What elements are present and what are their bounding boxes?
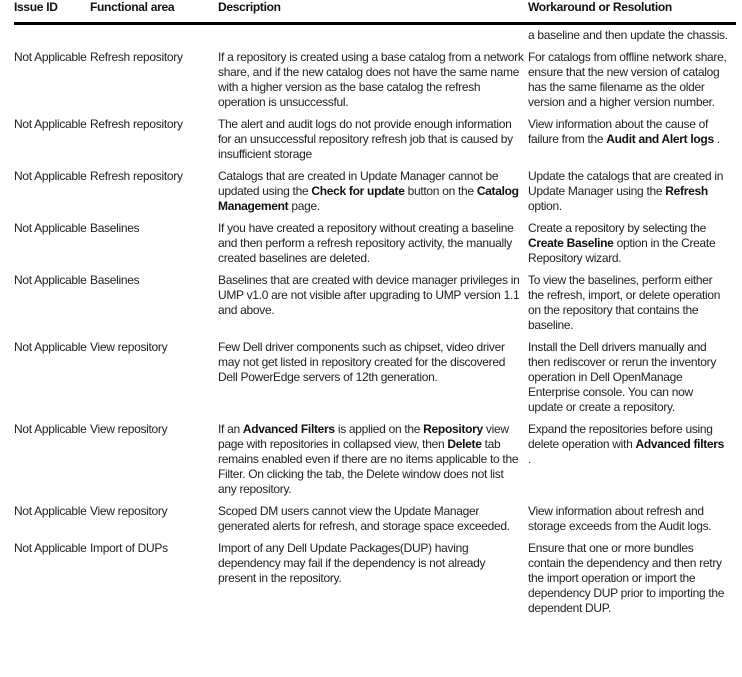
issue-id-cell: Not Applicable — [14, 117, 87, 131]
functional-area-cell: View repository — [90, 504, 168, 518]
table-row — [14, 541, 736, 623]
issue-id-cell: Not Applicable — [14, 422, 87, 436]
issue-id-cell: Not Applicable — [14, 50, 87, 64]
text-segment: is applied on the — [334, 422, 424, 436]
issue-id-cell: Not Applicable — [14, 221, 87, 235]
issue-id-cell — [14, 28, 90, 43]
text-segment: Import of any Dell Update Packages(DUP) having dependency may fail if the dependency is not already present in the repository. — [218, 541, 486, 585]
functional-area-cell: Baselines — [90, 221, 140, 235]
table-row — [14, 28, 736, 50]
text-segment: If a repository is created using a base catalog from a network share, and if the new catalog does not have the same name with a higher version as the base catalog the refresh operation is unsuccessful. — [218, 50, 524, 109]
functional-area-cell — [90, 28, 218, 43]
issue-id-cell: Not Applicable — [14, 541, 87, 555]
issue-id-cell: Not Applicable — [14, 340, 87, 354]
text-segment: If you have created a repository without creating a baseline and then perform a refresh repository activity, the manually created baselines are deleted. — [218, 221, 514, 265]
text-segment: Update the catalogs that are created in Update Manager using the — [528, 169, 724, 198]
text-segment: a baseline and then update the chassis. — [528, 28, 728, 42]
table-row — [14, 50, 736, 117]
text-segment: Catalogs that are created in Update Manager cannot be updated using the — [218, 169, 499, 198]
table-row — [14, 221, 736, 273]
description-cell — [218, 422, 528, 497]
bold-ui-term: Refresh — [665, 184, 708, 198]
header-issue-id: Issue ID — [14, 0, 58, 14]
table-row — [14, 273, 736, 340]
text-segment: . — [713, 132, 720, 146]
bold-ui-term: Repository — [423, 422, 483, 436]
table-row — [14, 340, 736, 422]
text-segment: To view the baselines, perform either the refresh, import, or delete operation on the repository that contains the baseline. — [528, 273, 721, 332]
text-segment: View information about the cause of failure from the — [528, 117, 709, 146]
functional-area-cell: View repository — [90, 340, 168, 354]
table-row — [14, 504, 736, 541]
workaround-cell — [528, 117, 728, 162]
issue-id-cell: Not Applicable — [14, 169, 87, 183]
functional-area-cell: Refresh repository — [90, 169, 183, 183]
functional-area-cell: View repository — [90, 422, 168, 436]
header-description: Description — [218, 0, 281, 14]
workaround-cell — [528, 169, 728, 214]
text-segment: button on the — [404, 184, 477, 198]
workaround-cell — [528, 504, 728, 534]
text-segment: view page with repositories in collapsed view, then — [218, 422, 509, 451]
description-cell — [218, 50, 528, 110]
issue-id-cell: Not Applicable — [14, 504, 87, 518]
text-segment: Baselines that are created with device manager privileges in UMP v1.0 are not visible after upgrading to UMP version 1.1 and above. — [218, 273, 520, 317]
issue-id-cell: Not Applicable — [14, 273, 87, 287]
text-segment: page. — [288, 199, 320, 213]
workaround-cell — [528, 28, 728, 43]
description-cell — [218, 221, 528, 266]
text-segment: Few Dell driver components such as chipset, video driver may not get listed in repository created for the discovered Dell PowerEdge servers of 12th generation. — [218, 340, 506, 384]
bold-ui-term: Delete — [447, 437, 482, 451]
text-segment: The alert and audit logs do not provide enough information for an unsuccessful repository refresh job that is caused by insufficient storage — [218, 117, 513, 161]
bold-ui-term: Check for update — [311, 184, 405, 198]
text-segment: tab remains enabled even if there are no items applicable to the Filter. On clicking the tab, the Delete window does not list any repository. — [218, 437, 519, 496]
known-issues-table — [14, 0, 736, 623]
text-segment: For catalogs from offline network share, ensure that the new version of catalog has the same filename as the older version and a higher version number. — [528, 50, 727, 109]
workaround-cell — [528, 50, 728, 110]
bold-ui-term: Create Baseline — [528, 236, 614, 250]
functional-area-cell: Baselines — [90, 273, 140, 287]
text-segment: Ensure that one or more bundles contain the dependency and then retry the import operation or import the dependency DUP prior to importing the dependent DUP. — [528, 541, 725, 615]
description-cell — [218, 169, 528, 214]
text-segment: If an — [218, 422, 243, 436]
text-segment: Scoped DM users cannot view the Update Manager generated alerts for refresh, and storage space exceeded. — [218, 504, 510, 533]
table-row — [14, 169, 736, 221]
text-segment: . — [528, 452, 532, 466]
workaround-cell — [528, 221, 728, 266]
table-body — [14, 25, 736, 623]
bold-ui-term: Audit and Alert logs — [606, 132, 714, 146]
header-functional-area: Functional area — [90, 0, 175, 14]
functional-area-cell: Import of DUPs — [90, 541, 168, 555]
bold-ui-term: Advanced Filters — [242, 422, 335, 436]
description-cell — [218, 340, 528, 415]
workaround-cell — [528, 541, 728, 616]
description-cell — [218, 273, 528, 333]
text-segment: Install the Dell drivers manually and then rediscover or rerun the inventory operation in Dell OpenManage Enterprise console. You can now update or create a repository. — [528, 340, 717, 414]
bold-ui-term: Catalog Management — [218, 184, 519, 213]
description-cell — [218, 504, 528, 534]
text-segment: Expand the repositories before using delete operation with — [528, 422, 713, 451]
header-workaround: Workaround or Resolution — [528, 0, 672, 14]
description-cell — [218, 28, 528, 43]
description-cell — [218, 117, 528, 162]
workaround-cell — [528, 422, 728, 497]
functional-area-cell: Refresh repository — [90, 117, 183, 131]
functional-area-cell: Refresh repository — [90, 50, 183, 64]
table-row — [14, 117, 736, 169]
bold-ui-term: Advanced filters — [635, 437, 725, 451]
text-segment: option in the Create Repository wizard. — [528, 236, 716, 265]
table-row — [14, 422, 736, 504]
text-segment: View information about refresh and storage exceeds from the Audit logs. — [528, 504, 712, 533]
table-header — [14, 0, 736, 25]
workaround-cell — [528, 273, 728, 333]
description-cell — [218, 541, 528, 616]
text-segment: option. — [528, 199, 562, 213]
workaround-cell — [528, 340, 728, 415]
text-segment: Create a repository by selecting the — [528, 221, 706, 235]
